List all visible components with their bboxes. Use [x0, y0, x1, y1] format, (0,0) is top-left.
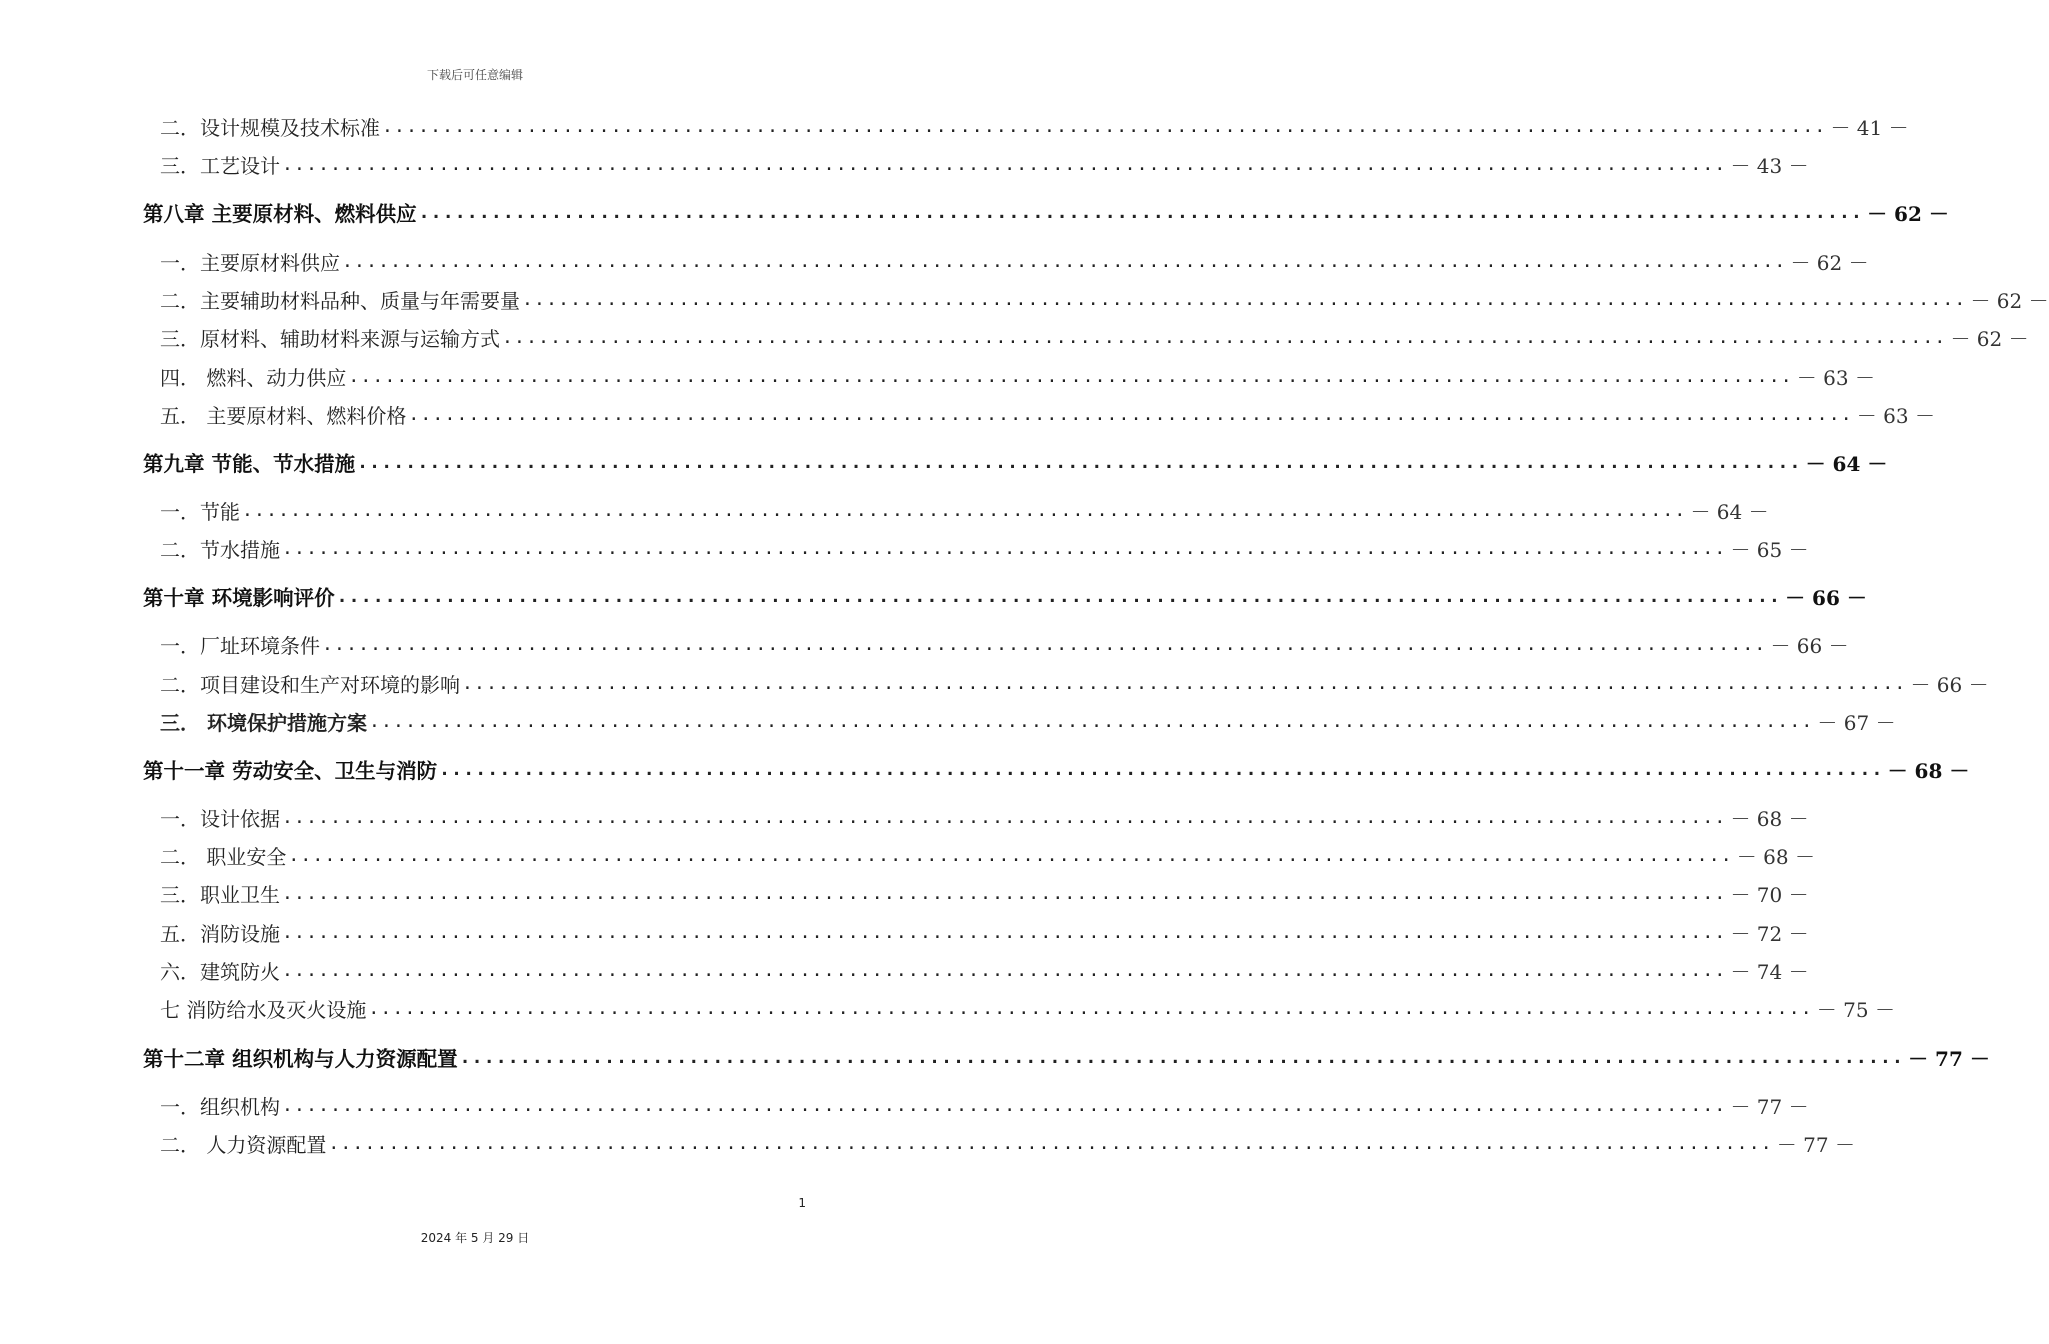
toc-section-entry[interactable]	[0, 361, 1875, 391]
toc-entry-label: 六．建筑防火	[160, 959, 280, 984]
toc-section-entry[interactable]	[0, 706, 1896, 736]
dot-leader: ........................................................................................................................	[336, 585, 1782, 607]
toc-entry-page: － 64 －	[1805, 451, 1888, 476]
dot-leader: ........................................................................................................................	[288, 844, 1733, 866]
toc-entry-label: 第十一章 劳动安全、卫生与消防	[143, 759, 438, 783]
toc-entry-page: － 75 －	[1816, 997, 1895, 1022]
toc-entry-page: － 41 －	[1830, 115, 1909, 140]
toc-entry-label: 一．主要原材料供应	[160, 250, 340, 275]
toc-section-entry[interactable]	[0, 668, 1989, 698]
toc-entry-label: 五．消防设施	[160, 921, 280, 946]
toc-entry-page: － 77 －	[1776, 1132, 1855, 1157]
dot-leader: ........................................................................................................................	[322, 633, 1767, 655]
toc-entry-page: － 74 －	[1730, 959, 1809, 984]
dot-leader: ........................................................................................................................	[282, 959, 1727, 981]
toc-chapter-entry[interactable]	[0, 197, 1949, 227]
toc-chapter-entry[interactable]	[0, 447, 1888, 477]
toc-entry-label: 三．工艺设计	[160, 153, 280, 178]
toc-section-entry[interactable]	[0, 840, 1815, 870]
dot-leader: ........................................................................................................................	[522, 288, 1967, 310]
toc-section-entry[interactable]	[0, 149, 1809, 179]
toc-entry-page: － 77 －	[1730, 1094, 1809, 1119]
toc-chapter-entry[interactable]	[0, 581, 1867, 611]
toc-entry-label: 一．设计依据	[160, 806, 280, 831]
toc-section-entry[interactable]	[0, 246, 1869, 276]
toc-entry-page: － 65 －	[1730, 537, 1809, 562]
toc-entry-page: － 62 －	[1970, 288, 2049, 313]
toc-entry-label: 四． 燃料、动力供应	[160, 365, 347, 390]
toc-entry-page: － 68 －	[1730, 806, 1809, 831]
toc-entry-page: － 77 －	[1908, 1046, 1990, 1071]
toc-entry-label: 一．厂址环境条件	[160, 633, 320, 658]
toc-entry-label: 二． 职业安全	[160, 844, 287, 869]
toc-section-entry[interactable]	[0, 1128, 1855, 1158]
toc-section-entry[interactable]	[0, 917, 1809, 947]
toc-entry-label: 七 消防给水及灭火设施	[160, 997, 367, 1022]
toc-entry-page: － 68 －	[1736, 844, 1815, 869]
dot-leader: ........................................................................................................................	[282, 1094, 1727, 1116]
toc-entry-page: － 66 －	[1770, 633, 1849, 658]
toc-entry-label: 一．组织机构	[160, 1094, 280, 1119]
toc-section-entry[interactable]	[0, 111, 1909, 141]
toc-section-entry[interactable]	[0, 533, 1809, 563]
dot-leader: ........................................................................................................................	[368, 997, 1813, 1019]
toc-entry-label: 二． 人力资源配置	[160, 1132, 327, 1157]
toc-entry-label: 第九章 节能、节水措施	[143, 452, 356, 476]
toc-section-entry[interactable]	[0, 495, 1769, 525]
dot-leader: ........................................................................................................................	[282, 537, 1727, 559]
toc-entry-page: － 67 －	[1817, 710, 1896, 735]
toc-section-entry[interactable]	[0, 993, 1895, 1023]
toc-entry-label: 二．节水措施	[160, 537, 280, 562]
dot-leader: ........................................................................................................................	[418, 201, 1864, 223]
dot-leader: ........................................................................................................................	[328, 1132, 1773, 1154]
toc-section-entry[interactable]	[0, 955, 1809, 985]
toc-entry-page: － 62 －	[1867, 201, 1949, 226]
toc-chapter-entry[interactable]	[0, 1042, 1990, 1072]
toc-entry-page: － 70 －	[1730, 882, 1809, 907]
toc-entry-page: － 63 －	[1796, 365, 1875, 390]
toc-entry-page: － 66 －	[1785, 585, 1867, 610]
page-header: 下载后可任意编辑	[426, 68, 523, 82]
dot-leader: ........................................................................................................................	[242, 499, 1687, 521]
toc-entry-label: 第十章 环境影响评价	[143, 586, 335, 610]
toc-entry-label: 二．主要辅助材料品种、质量与年需要量	[160, 288, 520, 313]
toc-section-entry[interactable]	[0, 802, 1809, 832]
toc-entry-label: 五． 主要原材料、燃料价格	[160, 403, 407, 428]
toc-section-entry[interactable]	[0, 878, 1809, 908]
toc-entry-label: 三．原材料、辅助材料来源与运输方式	[160, 326, 500, 351]
dot-leader: ........................................................................................................................	[342, 250, 1787, 272]
dot-leader: ........................................................................................................................	[502, 326, 1947, 348]
dot-leader: ........................................................................................................................	[357, 451, 1802, 473]
toc-entry-page: － 63 －	[1856, 403, 1935, 428]
toc-entry-label: 三．职业卫生	[160, 882, 280, 907]
toc-entry-page: － 66 －	[1910, 672, 1989, 697]
toc-entry-label: 二．项目建设和生产对环境的影响	[160, 672, 460, 697]
dot-leader: ........................................................................................................................	[282, 153, 1727, 175]
toc-entry-page: － 62 －	[1790, 250, 1869, 275]
toc-chapter-entry[interactable]	[0, 754, 1970, 784]
dot-leader: ........................................................................................................................	[408, 403, 1853, 425]
toc-entry-label: 一．节能	[160, 499, 240, 524]
toc-section-entry[interactable]	[0, 629, 1849, 659]
toc-entry-page: － 64 －	[1690, 499, 1769, 524]
toc-section-entry[interactable]	[0, 322, 2029, 352]
toc-section-entry[interactable]	[0, 399, 1935, 429]
toc-section-entry[interactable]	[0, 284, 2049, 314]
dot-leader: ........................................................................................................................	[459, 1046, 1905, 1068]
page-number: 1	[798, 1196, 806, 1210]
toc-entry-page: － 72 －	[1730, 921, 1809, 946]
toc-entry-label: 第十二章 组织机构与人力资源配置	[143, 1047, 458, 1071]
dot-leader: ........................................................................................................................	[382, 115, 1827, 137]
dot-leader: ........................................................................................................................	[462, 672, 1907, 694]
toc-entry-page: － 62 －	[1950, 326, 2029, 351]
dot-leader: ........................................................................................................................	[439, 758, 1884, 780]
dot-leader: ........................................................................................................................	[348, 365, 1793, 387]
dot-leader: ........................................................................................................................	[282, 921, 1727, 943]
toc-entry-label: 三． 环境保护措施方案	[160, 710, 367, 735]
dot-leader: ........................................................................................................................	[368, 710, 1814, 732]
toc-entry-label: 二．设计规模及技术标准	[160, 115, 380, 140]
page-footer-date: 2024 年 5 月 29 日	[420, 1231, 530, 1245]
toc-entry-page: － 43 －	[1730, 153, 1809, 178]
dot-leader: ........................................................................................................................	[282, 806, 1727, 828]
toc-section-entry[interactable]	[0, 1090, 1809, 1120]
toc-entry-page: － 68 －	[1887, 758, 1970, 783]
toc-entry-label: 第八章 主要原材料、燃料供应	[143, 202, 417, 226]
dot-leader: ........................................................................................................................	[282, 882, 1727, 904]
